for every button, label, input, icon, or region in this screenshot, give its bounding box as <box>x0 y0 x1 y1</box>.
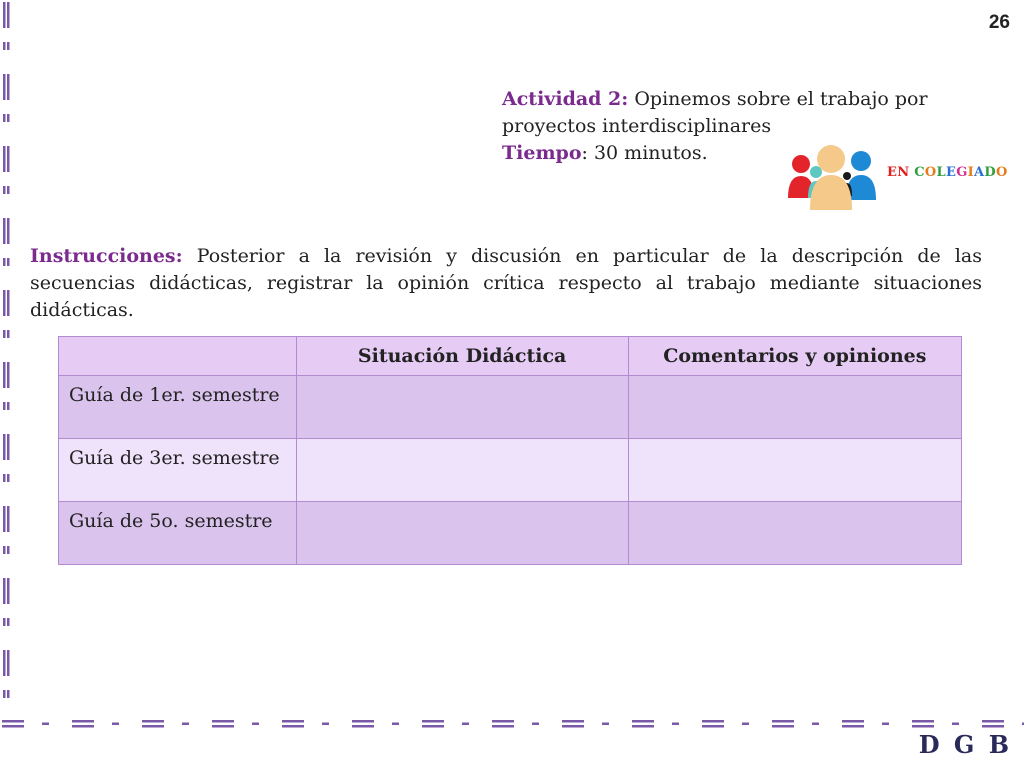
table-cell-guide: Guía de 3er. semestre <box>59 439 297 502</box>
group-people-icon <box>785 142 881 214</box>
table-header-row <box>59 337 962 376</box>
time-value: 30 minutos. <box>593 142 708 164</box>
table-cell-situacion[interactable] <box>296 376 628 439</box>
table-cell-guide: Guía de 1er. semestre <box>59 376 297 439</box>
activity-text: Opinemos sobre el trabajo por proyectos interdisciplinares <box>502 88 928 137</box>
table-cell-situacion[interactable] <box>296 502 628 565</box>
time-separator: : <box>581 142 594 164</box>
instructions-paragraph <box>30 243 982 324</box>
collab-letter: E <box>945 165 957 180</box>
collab-letter: N <box>897 165 910 180</box>
table-header-comentarios: Comentarios y opiniones <box>628 337 961 376</box>
page-number: 26 <box>988 12 1010 33</box>
table-cell-situacion[interactable] <box>296 439 628 502</box>
table-row <box>59 502 962 565</box>
table-cell-comentarios[interactable] <box>628 376 961 439</box>
collab-letter: D <box>984 165 996 180</box>
collab-label <box>887 165 1008 180</box>
bottom-border-decoration <box>0 712 1024 736</box>
collab-letter: G <box>956 165 968 180</box>
table-header-blank <box>59 337 297 376</box>
table-cell-comentarios[interactable] <box>628 502 961 565</box>
table-row <box>59 376 962 439</box>
left-border-decoration <box>0 0 20 730</box>
collab-letter: C <box>914 165 925 180</box>
collab-letter: A <box>973 165 985 180</box>
instructions-label: Instrucciones: <box>30 245 183 267</box>
table-cell-comentarios[interactable] <box>628 439 961 502</box>
table-cell-guide: Guía de 5o. semestre <box>59 502 297 565</box>
table-row <box>59 439 962 502</box>
collab-letter: L <box>936 165 946 180</box>
collab-letter: I <box>967 165 974 180</box>
collab-letter: O <box>995 165 1008 180</box>
table-header-situacion: Situación Didáctica <box>296 337 628 376</box>
time-label: Tiempo <box>502 142 582 164</box>
activity-table <box>58 336 962 565</box>
collab-letter: E <box>887 165 898 180</box>
collab-letter: O <box>924 165 937 180</box>
dgb-logo: D G B <box>918 730 1012 759</box>
activity-label: Actividad 2: <box>502 88 629 110</box>
instructions-text: Posterior a la revisión y discusión en particular de la descripción de las secuencias didácticas, registrar la opinión crítica respecto al trabajo mediante situaciones didácticas. <box>30 245 982 321</box>
